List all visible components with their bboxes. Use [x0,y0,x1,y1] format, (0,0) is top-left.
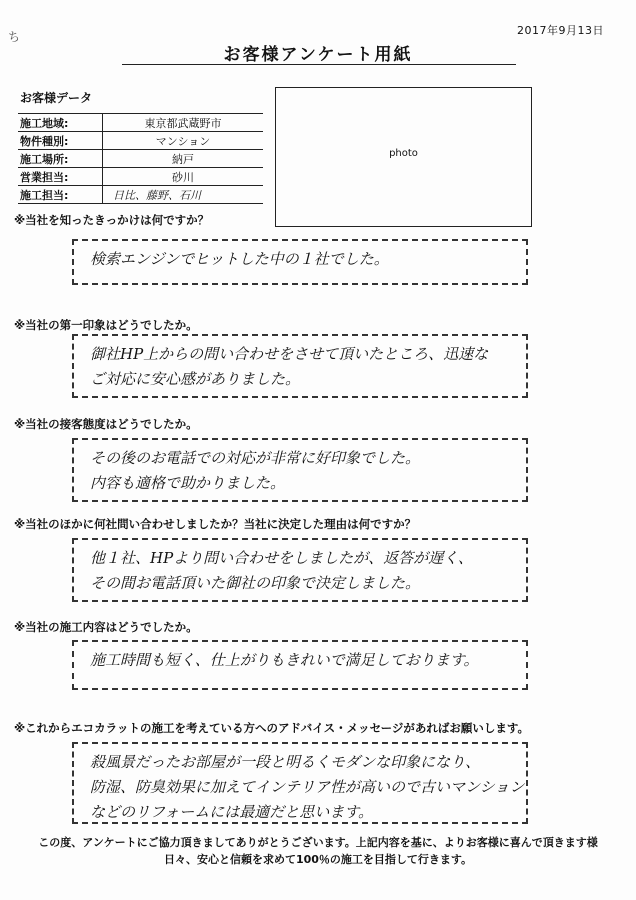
page-title: お客様アンケート用紙 [223,45,413,65]
question-6: ※これからエコカラットの施工を考えている方へのアドバイス・メッセージがあればお願いします。 [14,721,529,735]
answer-line: その後のお電話での対応が非常に好印象でした。 [90,449,421,467]
row-value: 東京都武蔵野市 [103,114,264,132]
title-underline [122,64,516,65]
answer-box-1 [72,239,528,285]
answer-line: 殺風景だったお部屋が一段と明るくモダンな印象になり、 [90,753,481,771]
row-value: 砂川 [103,168,264,186]
question-2: ※当社の第一印象はどうでしたか。 [14,318,198,332]
table-row [18,132,263,150]
answer-box-5 [72,640,528,690]
row-key: 施工担当: [18,186,103,204]
row-value: マンション [103,132,264,150]
question-4: ※当社のほかに何社問い合わせしましたか？当社に決定した理由は何ですか？ [14,517,417,531]
answer-line: 御社HP上からの問い合わせをさせて頂いたところ、迅速な [90,345,489,363]
answer-box-2 [72,334,528,398]
customer-data-heading: お客様データ [20,91,93,105]
answer-box-4 [72,538,528,602]
row-key: 施工場所: [18,150,103,168]
row-key: 営業担当: [18,168,103,186]
table-row [18,150,263,168]
answer-box-6 [72,742,528,824]
answer-line: 施工時間も短く、仕上がりもきれいで満足しております。 [90,651,479,669]
table-row [18,186,263,204]
corner-handwritten-mark: ち [8,30,21,44]
answer-line: その間お電話頂いた御社の印象で決定しました。 [90,574,421,592]
table-row [18,114,263,132]
answer-line: などのリフォームには最適だと思います。 [90,803,374,821]
survey-date: 2017年9月13日 [517,24,604,37]
question-5: ※当社の施工内容はどうでしたか。 [14,620,198,634]
question-3: ※当社の接客態度はどうでしたか。 [14,417,198,431]
answer-box-3 [72,438,528,502]
photo-label: photo [389,148,418,159]
answer-line: 内容も適格で助かりました。 [90,474,286,492]
question-1: ※当社を知ったきっかけは何ですか？ [14,213,210,227]
table-row [18,168,263,186]
row-value-handwritten: 日比、藤野、石川 [103,186,264,204]
answer-line: 防湿、防臭効果に加えてインテリア性が高いので古いマンション [90,778,525,796]
answer-line: ご対応に安心感がありました。 [90,370,301,388]
photo-placeholder [275,87,532,227]
answer-line: 検索エンジンでヒットした中の１社でした。 [90,250,389,268]
answer-line: 他１社、HPより問い合わせをしましたが、返答が遅く、 [90,549,473,567]
row-key: 施工地域: [18,114,103,132]
row-key: 物件種別: [18,132,103,150]
customer-data-table [18,113,263,204]
footer-line-2: 日々、安心と信頼を求めて100％の施工を目指して行きます。 [163,853,473,866]
row-value: 納戸 [103,150,264,168]
footer-line-1: この度、アンケートにご協力頂きましてありがとうございます。上記内容を基に、よりお客様に喜んで頂きます様 [38,836,598,849]
